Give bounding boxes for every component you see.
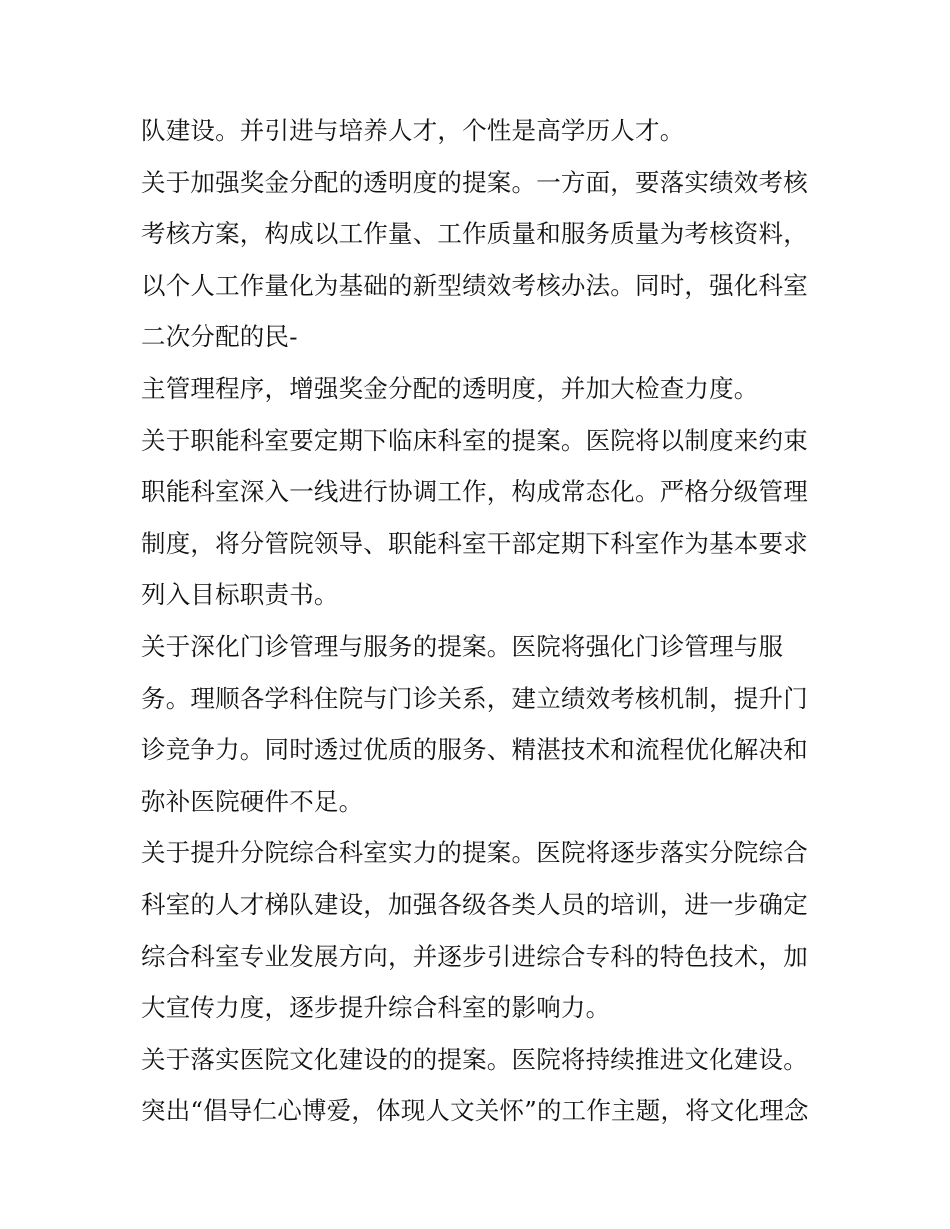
text-line: 科室的人才梯队建设，加强各级各类人员的培训，进一步确定 [141,889,808,919]
text-line: 关于提升分院综合科室实力的提案。医院将逐步落实分院综合 [141,838,808,868]
text-line: 关于落实医院文化建设的的提案。医院将持续推进文化建设。 [141,1044,808,1074]
text-line: 大宣传力度，逐步提升综合科室的影响力。 [141,993,611,1023]
text-line: 二次分配的民- [141,322,298,352]
text-line: 列入目标职责书。 [141,580,339,610]
text-line: 关于加强奖金分配的透明度的提案。一方面，要落实绩效考核 [141,167,808,197]
text-line: 关于职能科室要定期下临床科室的提案。医院将以制度来约束 [141,425,808,455]
text-line: 主管理程序，增强奖金分配的透明度，并加大检查力度。 [141,373,759,403]
text-line: 关于深化门诊管理与服务的提案。医院将强化门诊管理与服 [141,631,784,661]
text-line: 综合科室专业发展方向，并逐步引进综合专科的特色技术，加 [141,941,808,971]
text-line: 弥补医院硬件不足。 [141,786,364,816]
text-line: 考核方案，构成以工作量、工作质量和服务质量为考核资料， [141,219,808,249]
body-text [141,105,817,1137]
text-line: 职能科室深入一线进行协调工作，构成常态化。严格分级管理 [141,477,808,507]
text-line: 务。理顺各学科住院与门诊关系，建立绩效考核机制，提升门 [141,683,808,713]
text-line: 制度，将分管院领导、职能科室干部定期下科室作为基本要求 [141,528,808,558]
text-line: 以个人工作量化为基础的新型绩效考核办法。同时，强化科室 [141,270,808,300]
text-line: 诊竞争力。同时透过优质的服务、精湛技术和流程优化解决和 [141,735,808,765]
text-line: 突出“倡导仁心博爱，体现人文关怀”的工作主题，将文化理念 [141,1096,809,1126]
text-line: 队建设。并引进与培养人才，个性是高学历人才。 [141,116,685,145]
